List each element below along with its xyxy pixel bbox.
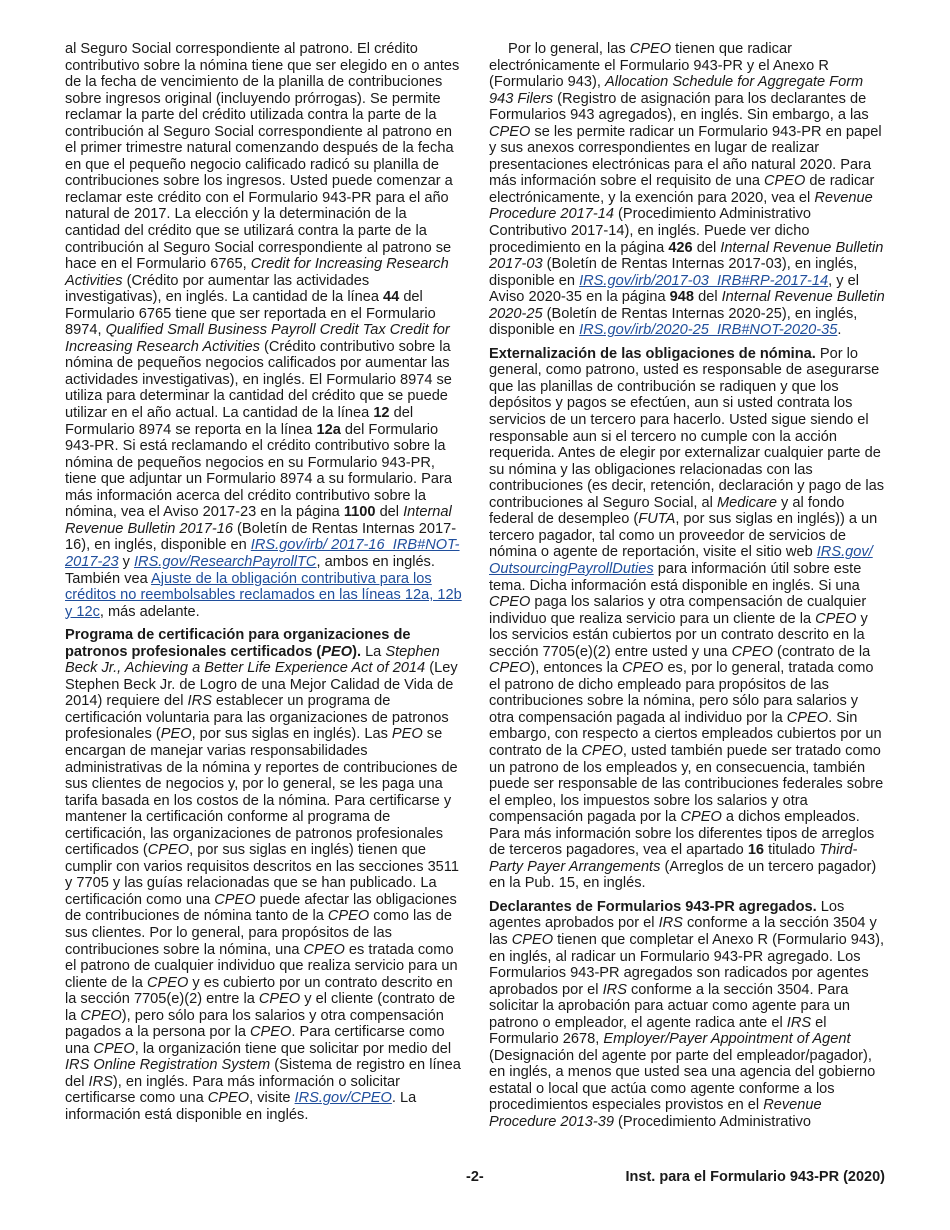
paragraph-cpeo-efile xyxy=(489,41,886,339)
italic-text: CPEO xyxy=(622,660,664,677)
italic-text: CPEO xyxy=(815,610,857,627)
paragraph-aggregate-filers xyxy=(489,899,886,1131)
text-run: , por sus siglas en inglés). Las xyxy=(191,726,392,743)
text-run: (Crédito por aumentar las actividades investigativas), en inglés. La cantidad de la línea xyxy=(65,272,384,306)
text-run: a dichos empleados. Para más información sobre los diferentes tipos de arreglos de terceros pagadores, vea el apartado xyxy=(489,809,875,859)
text-run: es tratada como el patrono de cualquier individuo que realiza servicio para un cliente de la xyxy=(65,941,458,991)
page-number: -2- xyxy=(466,1169,484,1185)
text-run: del xyxy=(375,504,404,521)
italic-text: CPEO xyxy=(147,842,190,859)
italic-text: CPEO xyxy=(93,1040,135,1057)
text-run: ), entonces la xyxy=(530,660,623,677)
italic-text: IRS xyxy=(602,981,627,998)
italic-text: IRS xyxy=(88,1073,113,1090)
text-run: (Registro de asignación para los declarantes de Formularios 943 agregados), en inglés. Sin embargo, a las xyxy=(489,90,869,124)
text-run: del xyxy=(692,239,721,256)
italic-text: CPEO xyxy=(207,1090,250,1107)
italic-text: CPEO xyxy=(258,991,301,1008)
text-run: y los servicios están cubiertos por un contrato descrito en la sección 7705(e)(2) entre usted y una xyxy=(489,610,868,660)
text-run: (Ley Stephen Beck Jr. de Logro de una Mejor Calidad de Vida de 2014) requiere del xyxy=(65,660,458,710)
text-run: , por sus siglas en inglés) tienen que cumplir con varios requisitos descritos en las secciones 3511 y 7705 y las guías relacionadas que se han publicado. La certificación como una xyxy=(65,842,459,908)
text-run: y al fondo federal de desempleo ( xyxy=(489,494,845,528)
italic-text: Medicare xyxy=(716,494,777,511)
text-run: tienen que radicar electrónicamente el Formulario 943-PR y el Anexo R (Formulario 943), xyxy=(489,41,829,91)
paragraph-payroll-credit xyxy=(65,41,462,620)
italic-text: IRS xyxy=(786,1014,812,1031)
text-run: . La información está disponible en inglés. xyxy=(65,1090,417,1123)
text-run: el Formulario 2678, xyxy=(489,1014,827,1048)
bold-text: 948 xyxy=(669,289,695,306)
italic-text: Stephen Beck Jr., Achieving a Better Life Experience Act of 2014 xyxy=(65,643,440,677)
italic-text: Revenue Procedure 2017-14 xyxy=(489,189,873,223)
text-run: La xyxy=(361,643,386,660)
bold-text: Externalización de las obligaciones de nómina. xyxy=(489,345,816,362)
text-run: , más adelante. xyxy=(99,603,200,620)
hyperlink[interactable]: IRS.gov/ OutsourcingPayrollDuties xyxy=(489,544,873,577)
italic-text: CPEO xyxy=(146,974,189,991)
text-run: (contrato de la xyxy=(772,643,871,660)
text-run: del Formulario 6765 tiene que ser reportada en el Formulario 8974, xyxy=(65,289,436,339)
italic-text: IRS xyxy=(187,693,212,710)
bold-text: Declarantes de Formularios 943-PR agregados. xyxy=(489,898,817,915)
hyperlink[interactable]: IRS.gov/irb/2020-25_IRB#NOT-2020-35 xyxy=(579,322,838,339)
italic-text: CPEO xyxy=(629,41,672,57)
italic-text: PEO xyxy=(160,726,192,743)
italic-text: Internal Revenue Bulletin 2017-03 xyxy=(489,239,884,273)
text-run: (Boletín de Rentas Internas 2017-03), en inglés, disponible en xyxy=(489,256,858,289)
text-run: . Para certificarse como una xyxy=(65,1024,445,1057)
text-run: Los agentes aprobados por el xyxy=(489,898,845,932)
text-run: (Designación del agente por parte del empleador/pagador), en inglés, a menos que usted sea una agencia del gobierno estatal o local que actúa como agente conforme a los procedimientos especiales provistos en el xyxy=(489,1047,876,1114)
bold-text: 1100 xyxy=(343,504,376,521)
text-run: (Boletín de Rentas Internas 2020-25), en inglés, disponible en xyxy=(489,305,858,339)
italic-text: CPEO xyxy=(327,908,370,925)
paragraph-outsourcing-payroll xyxy=(489,346,886,892)
text-run: , usted también puede ser tratado como un patrono de los empleados y, en consecuencia, también puede ser responsable de las contribuciones federales sobre el empleo, los impuestos sobre los salarios y otra compensación pagada por la xyxy=(489,742,884,826)
text-run: , ambos en inglés. También vea xyxy=(65,553,435,587)
text-run: tienen que completar el Anexo R (Formulario 943), en inglés, al radicar un Formulario 943-PR agregado. Los Formularios 943-PR agregados son radicados por agentes aprobados por el xyxy=(489,931,885,998)
italic-text: Credit for Increasing Research Activities xyxy=(65,256,449,289)
text-run: y es cubierto por un contrato descrito en la sección 7705(e)(2) entre la xyxy=(65,974,453,1008)
italic-text: IRS Online Registration System xyxy=(65,1057,271,1074)
bold-text: 12a xyxy=(316,421,341,438)
bold-text: 16 xyxy=(747,842,765,859)
text-run: . Sin embargo, con respecto a ciertos empleados cubiertos por un contrato de la xyxy=(489,709,882,759)
italic-text: Employer/Payer Appointment of Agent xyxy=(603,1031,851,1048)
bold-text: 44 xyxy=(383,289,400,306)
text-run: , visite xyxy=(249,1090,295,1107)
text-run: conforme a la sección 3504. Para solicitar la aprobación para actuar como agente para un patrono o empleador, el agente radica ante el xyxy=(489,981,851,1031)
italic-text: Allocation Schedule for Aggregate Form 943 Filers xyxy=(489,74,864,107)
paragraph-cpeo-program xyxy=(65,627,462,1123)
hyperlink[interactable]: IRS.gov/irb/ 2017-16_IRB#NOT-2017-23 xyxy=(65,537,460,570)
bold-text: ). xyxy=(352,643,362,660)
italic-text: CPEO xyxy=(680,809,722,826)
text-run: se les permite radicar un Formulario 943-PR en papel y sus anexos correspondientes en lugar de realizar presentaciones electrónicas para el año natural 2020. Para más información sobre el requisito de una xyxy=(489,123,882,190)
text-run: , y el Aviso 2020-35 en la página xyxy=(489,272,859,306)
text-run: titulado xyxy=(764,842,820,859)
italic-text: Internal Revenue Bulletin 2020-25 xyxy=(489,289,885,322)
bold-text: 12 xyxy=(373,405,390,422)
italic-text: CPEO xyxy=(489,660,531,677)
italic-text: Revenue Procedure 2013-39 xyxy=(489,1097,822,1130)
italic-text: CPEO xyxy=(489,594,531,611)
bold-text: 426 xyxy=(668,239,693,256)
italic-text: CPEO xyxy=(511,931,554,948)
italic-text: CPEO xyxy=(489,123,531,140)
text-run: , por sus siglas en inglés)) a un tercero pagador, tal como un proveedor de servicios de nómina o agente de reportación, visite el sitio web xyxy=(489,511,878,561)
italic-text: CPEO xyxy=(581,742,623,759)
italic-text: CPEO xyxy=(303,941,345,958)
text-run: se encargan de manejar varias responsabilidades administrativas de la nómina y reportes de contribuciones de sus clientes de negocios y, por lo general, se les paga una tarifa basada en los costos de la nómina. Para certificarse y mantener la certificación conforme al programa de certificación, las organizaciones de patronos profesionales certificados ( xyxy=(65,726,458,859)
text-run: (Procedimiento Administrativo xyxy=(613,1114,812,1130)
text-run: conforme a la sección 3504 y las xyxy=(489,915,877,948)
italic-text: Qualified Small Business Payroll Credit Tax Credit for Increasing Research Activities xyxy=(65,322,450,355)
text-run: (Crédito contributivo sobre la nómina de pequeños negocios calificados por aumentar las actividades investigativas), en inglés. El Formulario 8974 se utiliza para determinar la cantidad del crédito que se puede utilizar en el año actual. La cantidad de la línea xyxy=(65,338,452,422)
text-run: (Procedimiento Administrativo Contributivo 2017-14), en inglés. Puede ver dicho procedimiento en la página xyxy=(489,206,812,256)
text-run: es, por lo general, tratada como el patrono de dicho empleado para propósitos de las contribuciones sobre la nómina, pero sólo para salarios y otra compensación pagada al individuo por la xyxy=(489,660,874,726)
italic-text: CPEO xyxy=(214,891,256,908)
text-run: paga los salarios y otra compensación de cualquier individuo que realiza servicio para un cliente de la xyxy=(489,594,867,627)
text-run: puede afectar las obligaciones de contribuciones de nómina tanto de la xyxy=(65,891,457,925)
text-run: para información útil sobre este tema. Dicha información está disponible en inglés. Si una xyxy=(489,560,862,594)
hyperlink[interactable]: IRS.gov/CPEO xyxy=(294,1090,392,1107)
italic-text: CPEO xyxy=(786,709,829,726)
text-run: (Arreglos de un tercero pagador) en la Pub. 15, en inglés. xyxy=(489,858,877,892)
document-title: Inst. para el Formulario 943-PR (2020) xyxy=(625,1169,885,1185)
italic-text: CPEO xyxy=(80,1007,122,1024)
text-run: ), en inglés. Para más información o solicitar certificarse como una xyxy=(65,1073,400,1107)
text-run: como las de sus clientes. Por lo general, para propósitos de las contribuciones sobre la nómina, una xyxy=(65,908,452,958)
text-run: (Boletín de Rentas Internas 2017-16), en inglés, disponible en xyxy=(65,520,457,554)
text-run: Por lo general, las xyxy=(508,41,630,57)
bold-italic-text: PEO xyxy=(321,643,353,660)
hyperlink[interactable]: IRS.gov/ResearchPayrollTC xyxy=(133,553,317,570)
right-column xyxy=(489,41,886,1138)
text-run: . xyxy=(837,322,842,339)
hyperlink[interactable]: IRS.gov/irb/2017-03_IRB#RP-2017-14 xyxy=(579,272,829,289)
hyperlink[interactable]: Ajuste de la obligación contributiva para los créditos no reembolsables reclamados en las líneas 12a, 12b y 12c xyxy=(65,570,462,620)
text-run: (Sistema de registro en línea del xyxy=(65,1057,461,1090)
italic-text: FUTA xyxy=(638,511,676,528)
italic-text: CPEO xyxy=(731,643,773,660)
text-run: y el cliente (contrato de la xyxy=(65,991,456,1024)
italic-text: Internal Revenue Bulletin 2017-16 xyxy=(65,504,452,537)
left-column xyxy=(65,41,462,1131)
text-run: del xyxy=(694,289,722,306)
text-run: al Seguro Social correspondiente al patrono. El crédito contributivo sobre la nómina tiene que ser elegido en o antes de la fecha de vencimiento de la planilla de contribuciones sobre ingresos original (incluyendo prórrogas). Se permite reclamar la parte del crédito utilizada contra la parte de la contribución al Seguro Social correspondiente al patrono en el primer trimestre natural comenzando después de la fecha en que el pequeño negocio calificado radicó su planilla de contribuciones sobre los ingresos. Usted puede comenzar a reclamar este crédito con el Formulario 943-PR para el año natural de 2017. La elección y la determinación de la cantidad del crédito que se utilizará contra la parte de la contribución al Seguro Social correspondiente al patrono se hace en el Formulario 6765, xyxy=(65,41,460,273)
italic-text: CPEO xyxy=(764,173,806,190)
text-run: del Formulario 943-PR. Si está reclamando el crédito contributivo sobre la nómina de pequeños negocios en su Formulario 943-PR, tiene que adjuntar un Formulario 8974 a su formulario. Para más información acerca del crédito contributivo sobre la nómina, vea el Aviso 2017-23 en la página xyxy=(65,421,452,521)
text-run: establecer un programa de certificación voluntaria para las organizaciones de patronos profesionales ( xyxy=(65,693,449,743)
italic-text: CPEO xyxy=(250,1024,292,1041)
italic-text: IRS xyxy=(658,915,683,932)
italic-text: Third-Party Payer Arrangements xyxy=(489,842,858,875)
text-run: ), pero sólo para los salarios y otra compensación pagados a la persona por la xyxy=(65,1007,444,1041)
text-run: , la organización tiene que solicitar por medio del xyxy=(134,1040,452,1057)
text-run: de radicar electrónicamente, y la exención para 2020, vea el xyxy=(489,173,875,206)
text-run: del Formulario 8974 se reporta en la línea xyxy=(65,405,414,438)
text-run: y xyxy=(118,553,134,570)
text-run: Por lo general, como patrono, usted es responsable de asegurarse que las planillas de contribución se radiquen y que los depósitos y pagos se efectúen, aun si usted contrata los servicios de un tercero para hacerlo. Usted sigue siendo el responsable aun si el tercero no cumple con la acción requerida. Antes de elegir por externalizar cualquier parte de su nómina y las obligaciones relacionadas con las contribuciones (es decir, retención, declaración y pago de las contribuciones al Seguro Social, al xyxy=(489,345,885,511)
bold-text: Programa de certificación para organizaciones de patronos profesionales certificados ( xyxy=(65,627,411,660)
italic-text: PEO xyxy=(391,726,423,743)
